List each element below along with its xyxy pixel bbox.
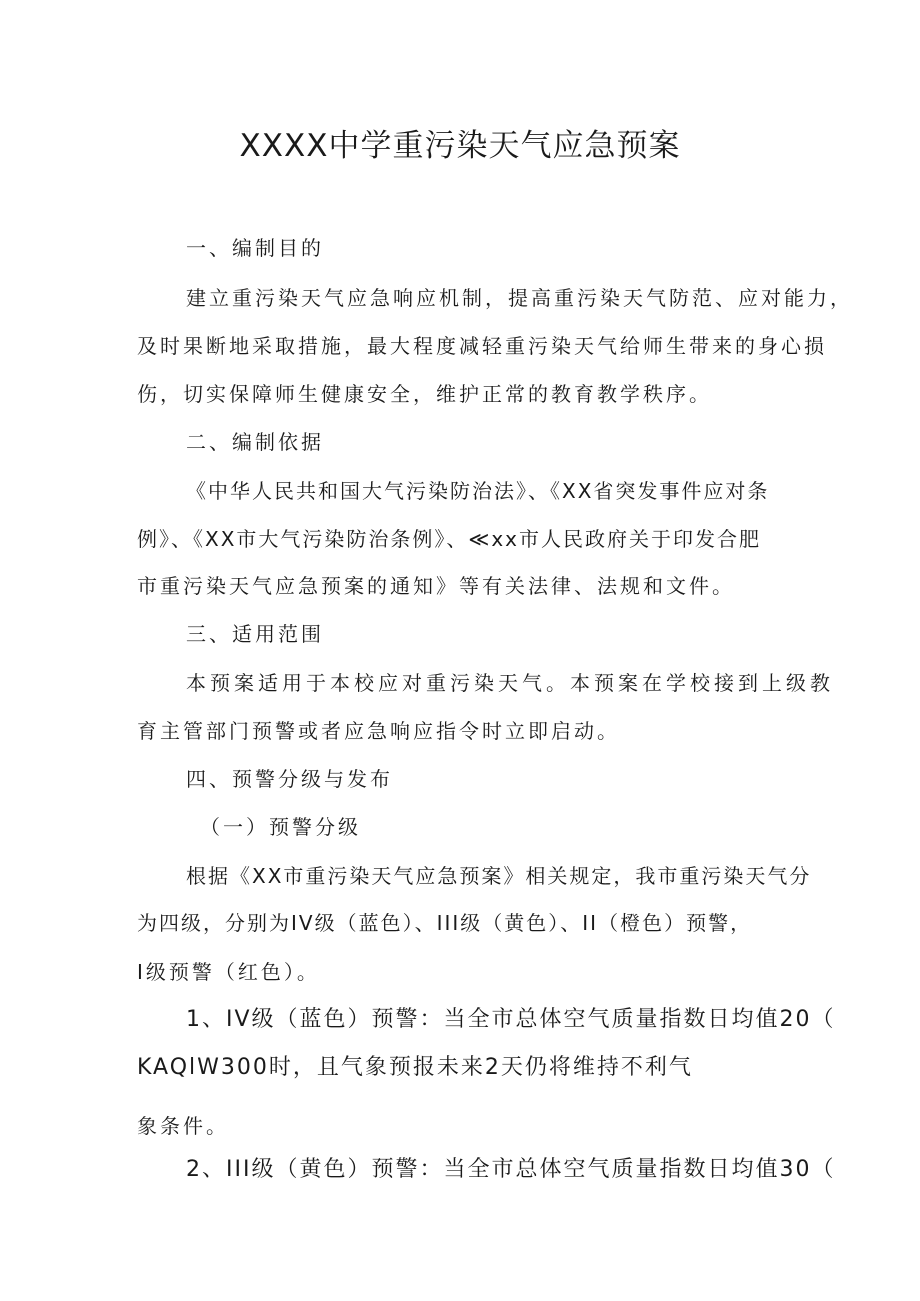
warning-level-4-line: 象条件。 bbox=[137, 1114, 229, 1138]
section-heading-scope: 三、适用范围 bbox=[186, 622, 324, 646]
section-heading-purpose: 一、编制目的 bbox=[186, 236, 324, 260]
paragraph-line: 根据《XX市重污染天气应急预案》相关规定，我市重污染天气分 bbox=[186, 864, 812, 888]
paragraph-line: 及时果断地采取措施，最大程度减轻重污染天气给师生带来的身心损 bbox=[137, 334, 827, 358]
paragraph-line: 市重污染天气应急预案的通知》等有关法律、法规和文件。 bbox=[137, 574, 735, 598]
section-heading-warning: 四、预警分级与发布 bbox=[186, 767, 393, 791]
paragraph-line: 《中华人民共和国大气污染防治法》、《XX省突发事件应对条 bbox=[186, 479, 770, 503]
warning-level-3-line: 2、III级（黄色）预警：当全市总体空气质量指数日均值30（ bbox=[186, 1157, 836, 1182]
paragraph-line: 例》、《XX市大气污染防治条例》、≪xx市人民政府关于印发合肥 bbox=[137, 527, 762, 551]
section-heading-basis: 二、编制依据 bbox=[186, 430, 324, 454]
paragraph-line: 伤，切实保障师生健康安全，维护正常的教育教学秩序。 bbox=[137, 382, 712, 406]
paragraph-line: 育主管部门预警或者应急响应指令时立即启动。 bbox=[137, 719, 620, 743]
subsection-heading-grading: （一）预警分级 bbox=[200, 815, 361, 839]
warning-level-4-line: 1、IV级（蓝色）预警：当全市总体空气质量指数日均值20（ bbox=[186, 1007, 836, 1032]
warning-level-4-line: KAQlW300时，且气象预报未来2天仍将维持不利气 bbox=[137, 1055, 693, 1080]
paragraph-line: 建立重污染天气应急响应机制，提高重污染天气防范、应对能力， bbox=[186, 286, 853, 310]
document-title: XXXX中学重污染天气应急预案 bbox=[239, 128, 681, 164]
paragraph-line: 为四级，分别为IV级（蓝色）、III级（黄色）、II（橙色）预警， bbox=[137, 911, 753, 935]
paragraph-line: 本预案适用于本校应对重污染天气。本预案在学校接到上级教 bbox=[186, 671, 834, 695]
paragraph-line: I级预警（红色）。 bbox=[137, 960, 320, 984]
